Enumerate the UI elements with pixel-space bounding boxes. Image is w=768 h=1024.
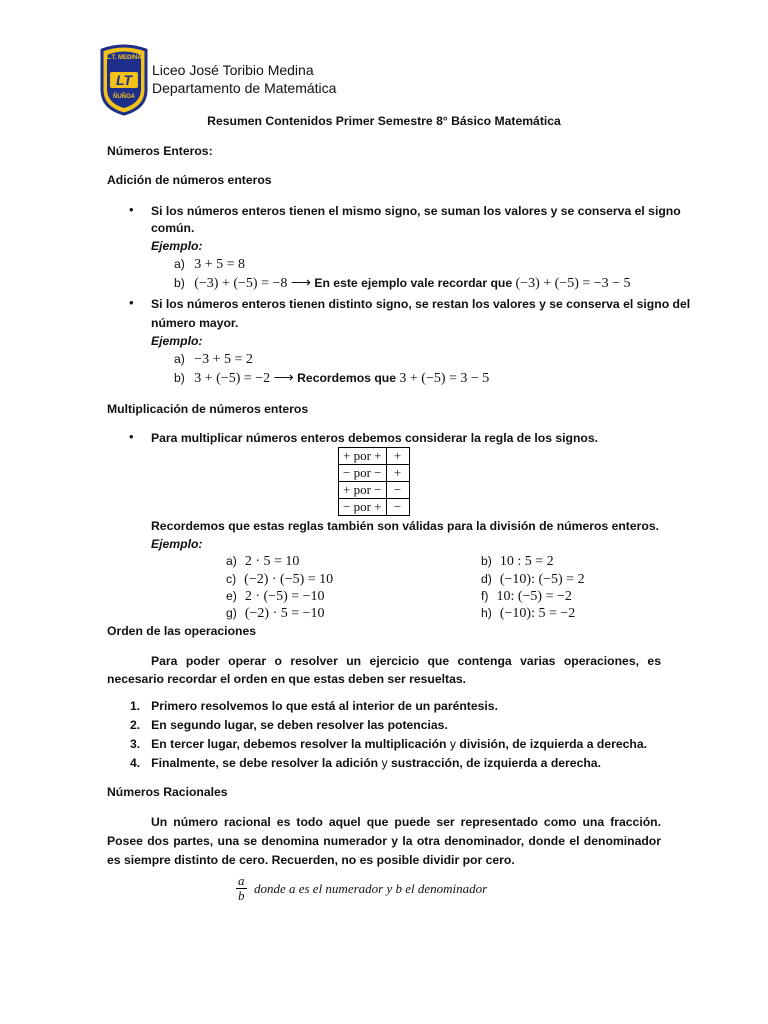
example-expression: 10 : 5 = 2 <box>499 554 554 569</box>
example-label: f) <box>481 589 489 603</box>
subheading-adicion: Adición de números enteros <box>107 173 272 187</box>
sign-rule: − por − <box>339 465 387 482</box>
sign-rule-row <box>339 499 410 516</box>
example-note: Recordemos que <box>297 371 396 385</box>
orden-step <box>130 699 498 713</box>
example-label: b) <box>174 371 185 385</box>
example-expression: (−10): 5 = −2 <box>499 606 576 621</box>
bullet1-line2: común. <box>151 221 195 235</box>
step-text: En segundo lugar, se deben resolver las <box>151 718 385 732</box>
bullet-marker: • <box>129 295 134 310</box>
fraction-definition <box>236 874 487 903</box>
sign-rule: + por − <box>339 482 387 499</box>
logo-top-text: L.T. MEDINA <box>106 55 142 61</box>
sign-rule-row <box>339 482 410 499</box>
step-keyword: paréntesis <box>433 699 495 713</box>
subheading-multiplicacion: Multiplicación de números enteros <box>107 402 309 416</box>
bullet-marker: • <box>129 202 134 217</box>
mult-example <box>226 572 333 588</box>
example-expression-2: (−3) + (−5) = −3 − 5 <box>515 276 631 291</box>
step-ending: . <box>444 718 448 732</box>
example-expression: (−10): (−5) = 2 <box>499 572 585 587</box>
racionales-paragraph: Un número racional es todo aquel que puede ser representado como una fracción. Posee dos partes, una se denomina numerador y la otra denominador, donde el denominador es siempre distinto de cero. Recuerden, no es posible dividir por cero. <box>107 815 661 867</box>
example-label: b) <box>174 276 185 290</box>
fraction-numerator: a <box>238 873 245 888</box>
step-keyword-2: sustracción <box>390 756 460 770</box>
example-expression: (−2) · 5 = −10 <box>244 606 325 621</box>
sign-rule-row <box>339 448 410 465</box>
bullet2-example-b <box>174 370 489 387</box>
step-text: Finalmente, se debe resolver la <box>151 756 333 770</box>
step-ending: . <box>494 699 498 713</box>
sign-result: + <box>386 465 409 482</box>
step-text: Primero resolvemos lo que está al interior de un <box>151 699 431 713</box>
example-label: c) <box>226 572 237 586</box>
step-keyword-2: división <box>459 737 506 751</box>
example-expression: −3 + 5 = 2 <box>194 352 253 367</box>
sign-rule: + por + <box>339 448 387 465</box>
logo-initials: LT <box>115 72 133 88</box>
fraction-denominator: b <box>238 888 245 903</box>
bullet1-example-b <box>174 275 631 292</box>
example-label: a) <box>174 257 185 271</box>
step-text: En tercer lugar, debemos resolver la <box>151 737 362 751</box>
mult-example <box>226 589 325 605</box>
example-label: a) <box>174 352 185 366</box>
step-connector: y <box>378 756 391 770</box>
div-example <box>481 554 554 570</box>
example-expression: 2 · (−5) = −10 <box>244 589 325 604</box>
example-expression: 3 + 5 = 8 <box>194 257 246 272</box>
example-label: h) <box>481 606 492 620</box>
bullet2-line2: número mayor. <box>151 316 239 330</box>
div-example <box>481 606 575 622</box>
bullet-marker: • <box>129 429 134 444</box>
division-note: Recordemos que estas reglas también son válidas para la división de números enteros. <box>151 519 659 533</box>
bullet2-line1: Si los números enteros tienen distinto signo, se restan los valores y se conserva el signo del <box>151 297 691 311</box>
step-number: 4. <box>130 756 141 770</box>
sign-result: + <box>386 448 409 465</box>
school-name: Liceo José Toribio Medina <box>152 62 314 78</box>
step-ending: , de izquierda a derecha. <box>505 737 648 751</box>
logo-bottom-text: ÑUÑOA <box>113 94 135 100</box>
section-heading-racionales: Números Racionales <box>107 785 228 799</box>
school-logo <box>98 44 150 116</box>
step-number: 2. <box>130 718 141 732</box>
example-note: En este ejemplo vale recordar que <box>314 276 513 290</box>
example-label: a) <box>226 554 237 568</box>
orden-step <box>130 737 647 751</box>
mult-example <box>226 606 325 622</box>
bullet1-example-a <box>174 257 245 273</box>
example-label: e) <box>226 589 237 603</box>
bullet3-line1: Para multiplicar números enteros debemos considerar la regla de los signos. <box>151 431 599 445</box>
example-expression-2: 3 + (−5) = 3 − 5 <box>399 371 490 386</box>
example-expression: 2 · 5 = 10 <box>244 554 300 569</box>
step-number: 1. <box>130 699 141 713</box>
div-example <box>481 589 572 605</box>
sign-rules-table <box>338 447 410 516</box>
mult-example <box>226 554 299 570</box>
step-keyword: multiplicación <box>364 737 447 751</box>
step-connector: y <box>446 737 460 751</box>
orden-step <box>130 718 448 732</box>
bullet2-example-a <box>174 352 253 368</box>
section-heading-orden: Orden de las operaciones <box>107 624 257 638</box>
sign-rule-row <box>339 465 410 482</box>
example-expression: (−3) + (−5) = −8 ⟶ <box>194 276 311 291</box>
fraction <box>236 874 247 903</box>
example-expression: 3 + (−5) = −2 ⟶ <box>194 371 294 386</box>
sign-result: − <box>386 499 409 516</box>
step-number: 3. <box>130 737 141 751</box>
div-example <box>481 572 585 588</box>
fraction-caption: donde a es el numerador y b el denominador <box>253 880 488 896</box>
example-expression: (−2) · (−5) = 10 <box>244 572 334 587</box>
document-title: Resumen Contenidos Primer Semestre 8° Básico Matemática <box>207 114 561 128</box>
step-keyword: adición <box>335 756 379 770</box>
sign-rule: − por + <box>339 499 387 516</box>
section-heading-enteros: Números Enteros: <box>107 144 213 158</box>
example-expression: 10: (−5) = −2 <box>496 589 572 604</box>
orden-step <box>130 756 601 770</box>
bullet3-example-label: Ejemplo: <box>151 537 203 551</box>
example-label: b) <box>481 554 492 568</box>
sign-result: − <box>386 482 409 499</box>
example-label: d) <box>481 572 492 586</box>
bullet1-line1: Si los números enteros tienen el mismo signo, se suman los valores y se conserva el signo <box>151 204 681 218</box>
example-label: g) <box>226 606 237 620</box>
bullet2-example-label: Ejemplo: <box>151 334 203 348</box>
department-name: Departamento de Matemática <box>152 80 337 96</box>
step-ending: , de izquierda a derecha. <box>459 756 601 770</box>
orden-intro: Para poder operar o resolver un ejercicio que contenga varias operaciones, es necesario recordar el orden en que estas deben ser resueltas. <box>107 654 661 686</box>
bullet1-example-label: Ejemplo: <box>151 239 203 253</box>
step-keyword: potencias <box>387 718 445 732</box>
